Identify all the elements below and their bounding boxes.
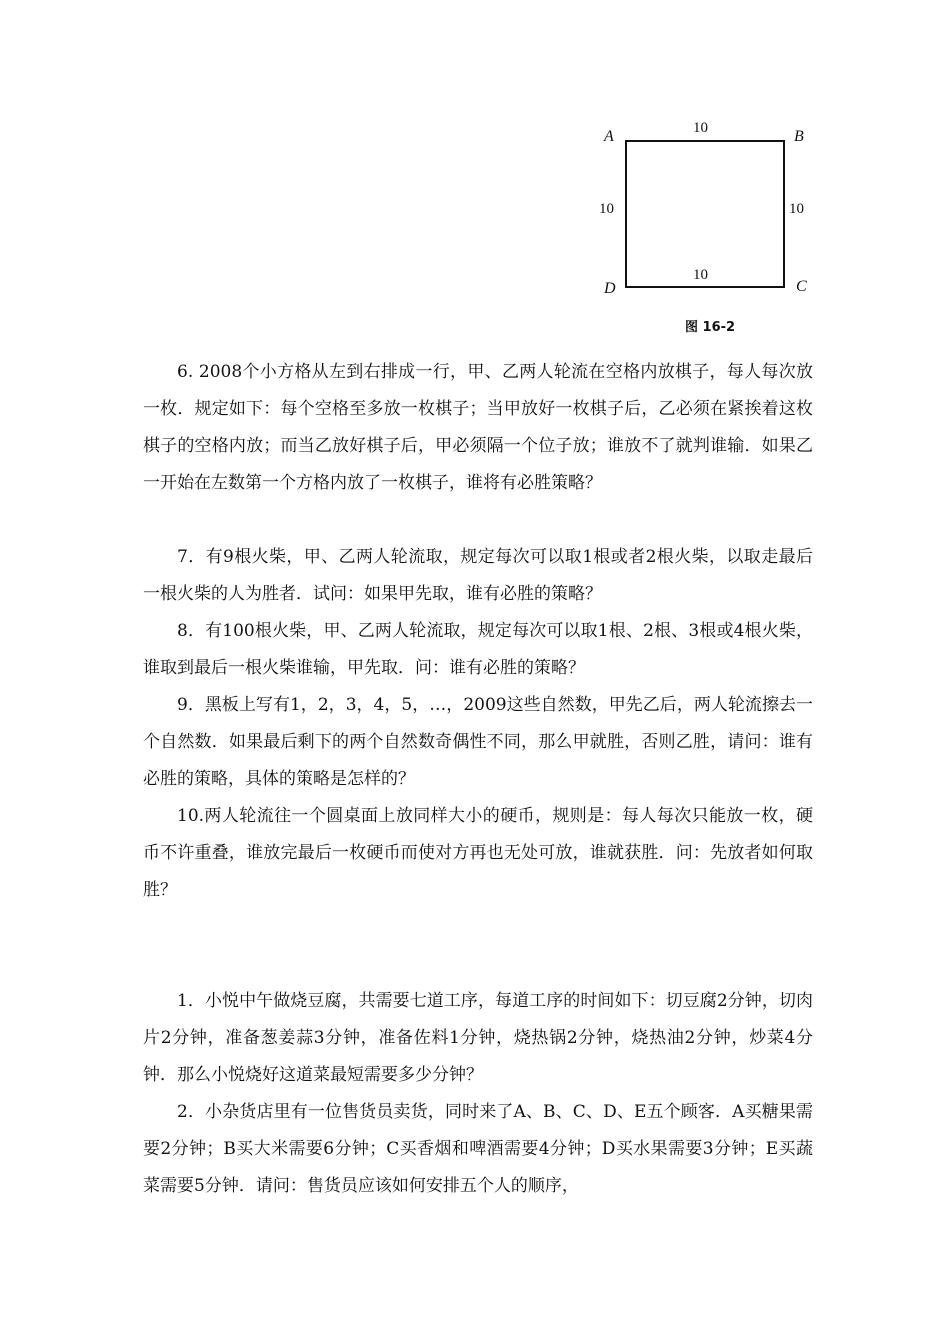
problem-2: 2．小杂货店里有一位售货员卖货，同时来了A、B、C、D、E五个顾客．A买糖果需要2分钟；B买大米需要6分钟；C买香烟和啤酒需要4分钟；D买水果需要3分钟；E买蔬菜需要5分钟．请问：售货员应该如何安排五个人的顺序， bbox=[143, 1102, 813, 1196]
vertex-c-label: C bbox=[796, 278, 807, 295]
figure-caption: 图 16-2 bbox=[685, 320, 736, 335]
problem-7: 7．有9根火柴，甲、乙两人轮流取，规定每次可以取1根或者2根火柴，以取走最后一根火柴的人为胜者．试问：如果甲先取，谁有必胜的策略？ bbox=[143, 547, 813, 604]
side-left-label: 10 bbox=[599, 201, 614, 217]
problem-6: 6. 2008个小方格从左到右排成一行，甲、乙两人轮流在空格内放棋子，每人每次放一枚．规定如下：每个空格至多放一枚棋子；当甲放好一枚棋子后，乙必须在紧挨着这枚棋子的空格内放；而当乙放好棋子后，甲必须隔一个位子放；谁放不了就判谁输．如果乙一开始在左数第一个方格内放了一枚棋子，谁将有必胜策略？ bbox=[143, 362, 813, 493]
problem-1: 1．小悦中午做烧豆腐，共需要七道工序，每道工序的时间如下：切豆腐2分钟，切肉片2分钟，准备葱姜蒜3分钟，准备佐料1分钟，烧热锅2分钟，烧热油2分钟，炒菜4分钟．那么小悦烧好这道菜最短需要多少分钟？ bbox=[143, 991, 813, 1085]
problem-10: 10.两人轮流往一个圆桌面上放同样大小的硬币，规则是：每人每次只能放一枚，硬币不许重叠，谁放完最后一枚硬币而使对方再也无处可放，谁就获胜．问：先放者如何取胜？ bbox=[143, 806, 813, 900]
vertex-d-label: D bbox=[604, 280, 616, 297]
problem-9: 9．黑板上写有1，2，3，4，5，…，2009这些自然数，甲先乙后，两人轮流擦去一个自然数．如果最后剩下的两个自然数奇偶性不同，那么甲就胜，否则乙胜，请问：谁有必胜的策略，具体的策略是怎样的？ bbox=[143, 695, 813, 789]
side-top-label: 10 bbox=[693, 120, 708, 136]
vertex-b-label: B bbox=[794, 128, 804, 145]
square-abcd bbox=[625, 140, 785, 288]
square-figure bbox=[590, 120, 820, 345]
vertex-a-label: A bbox=[604, 128, 614, 145]
side-right-label: 10 bbox=[789, 201, 804, 217]
side-bottom-label: 10 bbox=[693, 267, 708, 283]
problem-8: 8．有100根火柴，甲、乙两人轮流取，规定每次可以取1根、2根、3根或4根火柴，谁取到最后一根火柴谁输，甲先取．问：谁有必胜的策略？ bbox=[143, 621, 813, 678]
